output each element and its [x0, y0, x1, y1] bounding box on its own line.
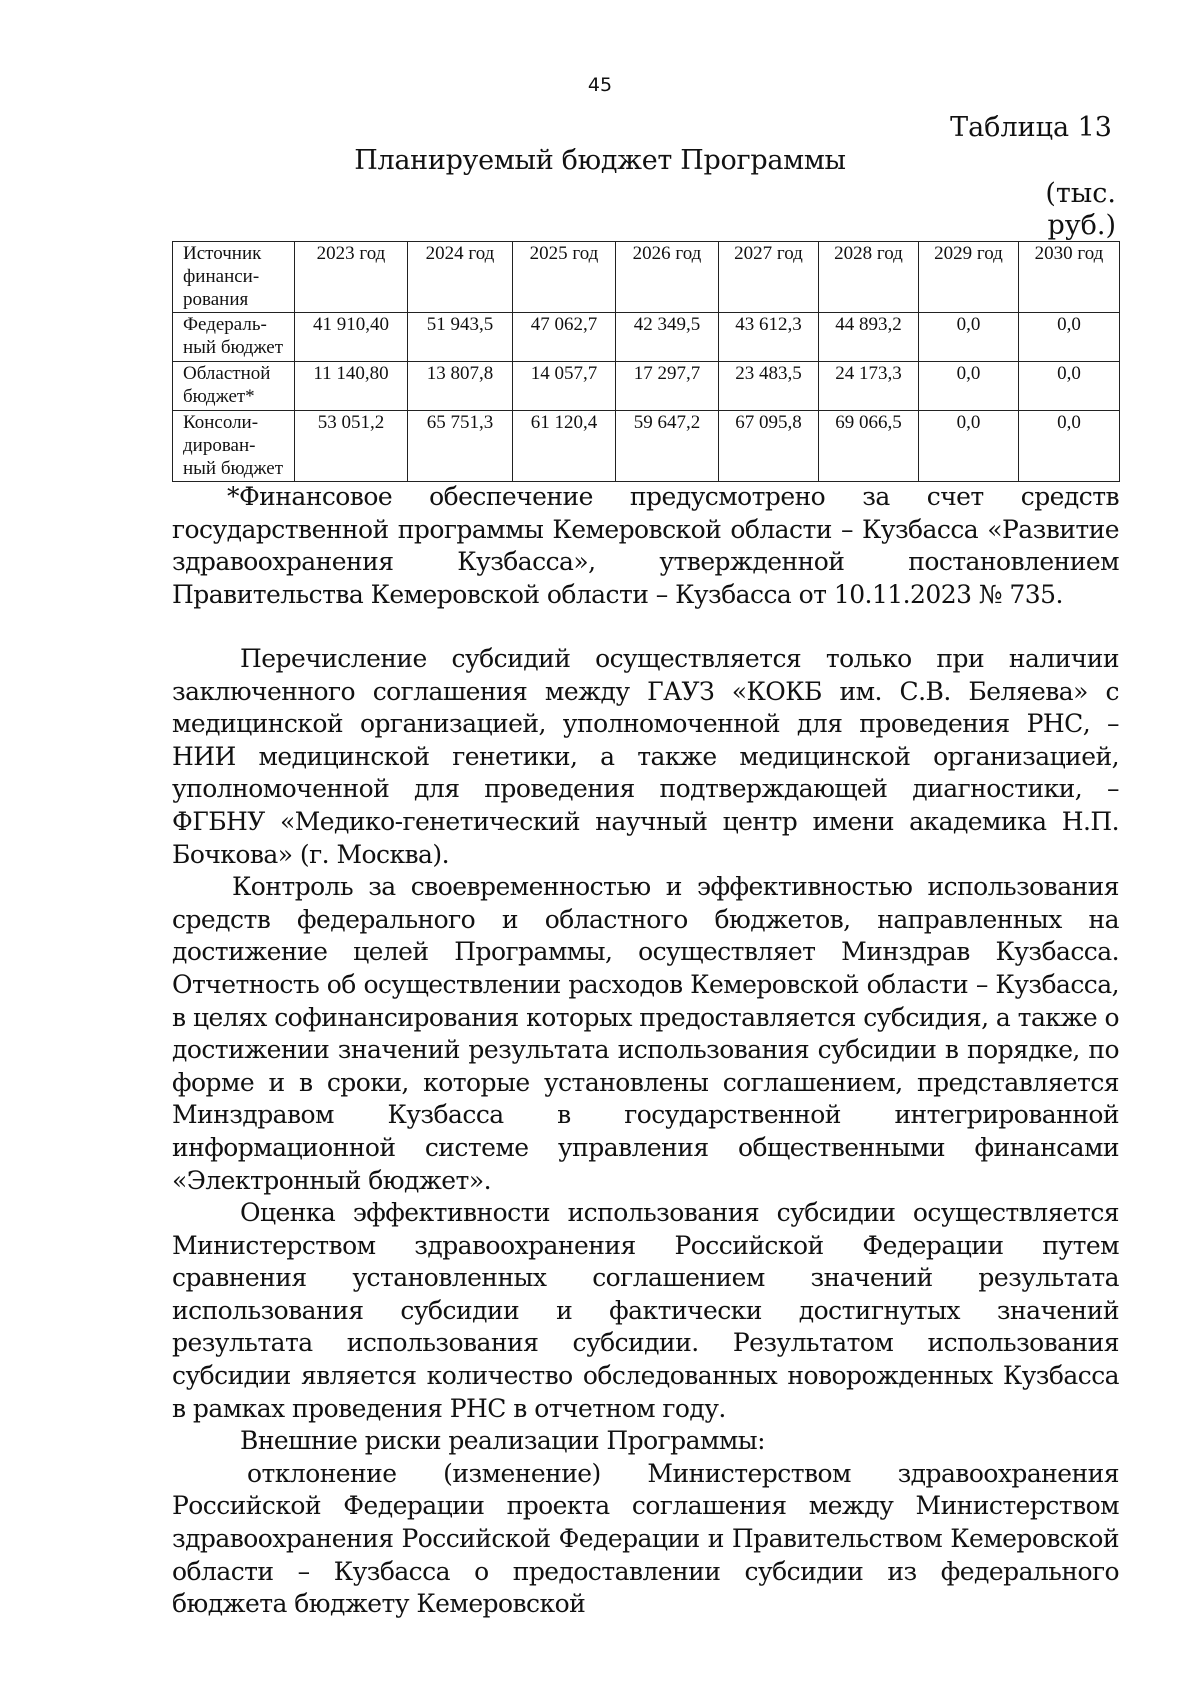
cell-value: 0,0 [1019, 411, 1120, 482]
table-header-row [173, 242, 1120, 313]
cell-value: 0,0 [1019, 313, 1120, 362]
cell-value: 24 173,3 [819, 362, 919, 411]
cell-value: 11 140,80 [295, 362, 408, 411]
cell-value: 0,0 [919, 313, 1019, 362]
budget-table [172, 241, 1120, 482]
cell-value: 0,0 [919, 411, 1019, 482]
paragraph: отклонение (изменение) Министерством здравоохранения Российской Федерации проекта соглашения между Министерством здравоохранения Российской Федерации и Правительством Кемеровской области – Кузбасса о предоставлении субсидии из федерального бюджета бюджету Кемеровской [172, 1458, 1119, 1619]
cell-value: 69 066,5 [819, 411, 919, 482]
cell-value: 65 751,3 [408, 411, 513, 482]
units-label: (тыс. руб.) [1045, 178, 1116, 241]
header-year: 2030 год [1019, 242, 1120, 313]
table-row [173, 411, 1120, 482]
table-label: Таблица 13 [950, 112, 1112, 143]
cell-value: 51 943,5 [408, 313, 513, 362]
header-year: 2027 год [719, 242, 819, 313]
cell-value: 0,0 [919, 362, 1019, 411]
paragraph: Внешние риски реализации Программы: [240, 1426, 766, 1456]
header-year: 2026 год [616, 242, 719, 313]
cell-value: 0,0 [1019, 362, 1120, 411]
paragraph: Перечисление субсидий осуществляется только при наличии заключенного соглашения между ГАУЗ «КОКБ им. С.В. Беляева» с медицинской организацией, уполномоченной для проведения РНС, – НИИ медицинской генетики, а также медицинской организацией, уполномоченной для проведения подтверждающей диагностики, – ФГБНУ «Медико-генетический научный центр имени академика Н.П. Бочкова» (г. Москва). [172, 644, 1119, 869]
table-row [173, 313, 1120, 362]
header-year: 2025 год [513, 242, 616, 313]
cell-value: 41 910,40 [295, 313, 408, 362]
cell-value: 42 349,5 [616, 313, 719, 362]
cell-value: 13 807,8 [408, 362, 513, 411]
cell-value: 14 057,7 [513, 362, 616, 411]
cell-value: 44 893,2 [819, 313, 919, 362]
cell-value: 17 297,7 [616, 362, 719, 411]
header-year: 2024 год [408, 242, 513, 313]
footnote [172, 481, 1119, 611]
cell-value: 47 062,7 [513, 313, 616, 362]
table-row [173, 362, 1120, 411]
cell-value: 23 483,5 [719, 362, 819, 411]
header-year: 2028 год [819, 242, 919, 313]
row-source: Федераль-ный бюджет [173, 313, 295, 362]
header-year: 2029 год [919, 242, 1019, 313]
cell-value: 59 647,2 [616, 411, 719, 482]
header-source: Источник финанси-рования [173, 242, 295, 313]
cell-value: 67 095,8 [719, 411, 819, 482]
row-source: Консоли-дирован-ный бюджет [173, 411, 295, 482]
main-text [172, 643, 1119, 1621]
paragraph: Контроль за своевременностью и эффективностью использования средств федерального и областного бюджетов, направленных на достижение целей Программы, осуществляет Минздрав Кузбасса. Отчетность об осуществлении расходов Кемеровской области – Кузбасса, в целях софинансирования которых предоставляется субсидия, а также о достижении значений результата использования субсидии в порядке, по форме и в сроки, которые установлены соглашением, представляется Минздравом Кузбасса в государственной интегрированной информационной системе управления общественными финансами «Электронный бюджет». [172, 872, 1119, 1195]
row-source: Областной бюджет* [173, 362, 295, 411]
cell-value: 61 120,4 [513, 411, 616, 482]
page-number: 45 [587, 74, 613, 96]
cell-value: 43 612,3 [719, 313, 819, 362]
paragraph: Оценка эффективности использования субсидии осуществляется Министерством здравоохранения Российской Федерации путем сравнения установленных соглашением значений результата использования субсидии и фактически достигнутых значений результата использования субсидии. Результатом использования субсидии является количество обследованных новорожденных Кузбасса в рамках проведения РНС в отчетном году. [172, 1198, 1119, 1423]
header-year: 2023 год [295, 242, 408, 313]
cell-value: 53 051,2 [295, 411, 408, 482]
table-title: Планируемый бюджет Программы [354, 145, 846, 176]
footnote-text: *Финансовое обеспечение предусмотрено за счет средств государственной программы Кемеровской области – Кузбасса «Развитие здравоохранения Кузбасса», утвержденной постановлением Правительства Кемеровской области – Кузбасса от 10.11.2023 № 735. [172, 482, 1119, 609]
